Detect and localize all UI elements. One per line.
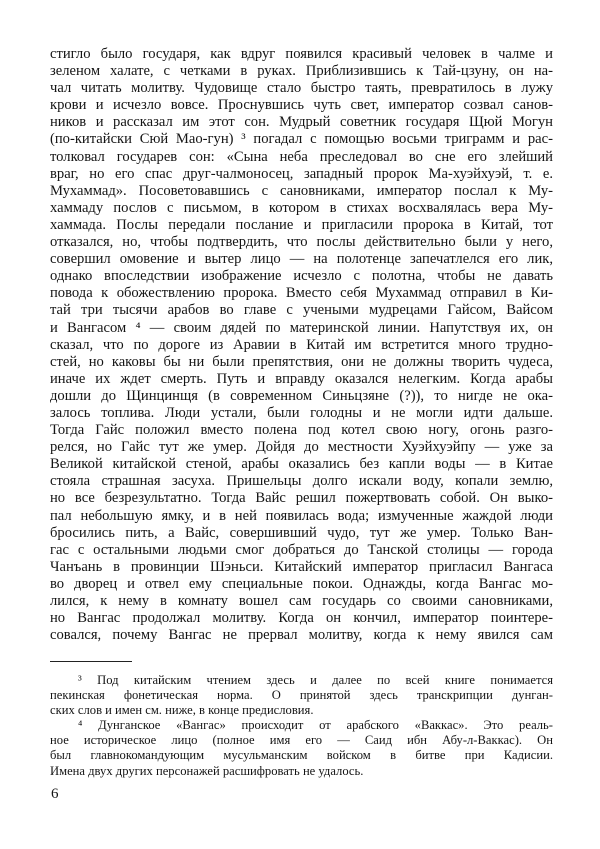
- text-line: бросились пить, а Вайс, совершивший чудо, тут же умер. Только Ван-: [50, 524, 553, 541]
- footnote-line: пекинская фонетическая норма. О принятой здесь транскрипции дунган-: [50, 688, 553, 703]
- text-line: зеленом халате, с четками в руках. Приблизившись к Тай-цзуну, он на-: [50, 63, 553, 80]
- text-line: совался, почему Вангас не прервал молитву, когда к нему явился сам: [50, 627, 553, 644]
- text-line: враг, но его спас друг-чалмоносец, западный пророк Ма-хуэйхуэй, т. е.: [50, 165, 553, 182]
- text-line: хаммаду послов с письмом, в котором в стихах восхвалялась вера Му-: [50, 199, 553, 216]
- text-line: релся, но Гайс тут же умер. Дойдя до местности Хуэйхуэйпу — уже за: [50, 439, 553, 456]
- text-line: ников и рассказал им этот сон. Мудрый советник государя Щюй Могун: [50, 114, 553, 131]
- footnote-line: ное историческое лицо (полное имя его — Саид ибн Абу-л-Ваккас). Он: [50, 733, 553, 748]
- text-line: во дворец и отвел ему специальные покои. Однажды, когда Вангас мо-: [50, 575, 553, 592]
- text-line: повода к обожествлению пророка. Вместо себя Мухаммад отправил в Ки-: [50, 285, 553, 302]
- text-line: чал читать молитву. Чудовище стало быстро таять, превратилось в лужу: [50, 80, 553, 97]
- text-line: (по-китайски Сюй Мао-гун) ³ погадал с помощью восьми триграмм и рас-: [50, 131, 553, 148]
- footnote-line: Имена двух других персонажей расшифровать не удалось.: [50, 763, 364, 778]
- text-line: пал небольшую ямку, и в ней появилась вода; измученные жаждой люди: [50, 507, 553, 524]
- text-line: гас с остальными людьми смог добраться до Танской столицы — города: [50, 541, 553, 558]
- text-line: тай три тысячи арабов во главе с учеными мудрецами Гайсом, Вайсом: [50, 302, 553, 319]
- text-line: крови и исчезло вовсе. Проснувшись чуть свет, император созвал санов-: [50, 97, 553, 114]
- text-line: хаммада. Послы передали послание и пригласили пророка в Китай, тот: [50, 216, 553, 233]
- footnote-line: ских слов и имен см. ниже, в конце предисловия.: [50, 703, 314, 718]
- text-line: и Вангасом ⁴ — своим дядей по материнской линии. Напутствуя их, он: [50, 319, 553, 336]
- text-line: толковал государев сон: «Сына неба преследовал во сне его злейший: [50, 148, 553, 165]
- text-line: стигло было государя, как вдруг появился красивый человек в чалме и: [50, 46, 553, 62]
- text-line: Великой китайской стеной, арабы оказались без капли воды — в Китае: [50, 456, 553, 473]
- text-line: совершил омовение и вытер лицо — на полотенце запечатлелся его лик,: [50, 251, 553, 268]
- footnote-line: ³ Под китайским чтением здесь и далее по всей книге понимается: [78, 673, 553, 687]
- main-text: [50, 46, 553, 644]
- footnote-line: ⁴ Дунганское «Вангас» происходит от арабского «Ваккас». Это реаль-: [78, 718, 553, 733]
- text-line: дошли до Щинцинщя (в современном Синьцзяне (?)), то нигде не ока-: [50, 387, 553, 404]
- text-line: стей, но каковы бы ни были препятствия, они не должны творить чудеса,: [50, 353, 553, 370]
- text-line: Мухаммад». Посоветовавшись с сановниками, император послал к Му-: [50, 182, 553, 199]
- text-line: стояла страшная засуха. Пришельцы долго искали воду, копали землю,: [50, 473, 553, 490]
- footnote-line: был главнокомандующим мусульманским войском в битве при Кадисии.: [50, 748, 553, 763]
- text-line: залось топлива. Люди устали, были голодны и не могли идти дальше.: [50, 404, 553, 421]
- text-line: однако впоследствии изображение исчезло с полотна, чтобы не давать: [50, 268, 553, 285]
- footnotes: [50, 673, 553, 779]
- text-line: но Вангас продолжал молитву. Когда он кончил, император поинтере-: [50, 610, 553, 627]
- text-line: лился, к нему в комнату вошел сам государь со своими сановниками,: [50, 593, 553, 609]
- text-line: сказал, что по дороге из Аравии в Китай им встретится много трудно-: [50, 336, 553, 353]
- text-line: Тогда Гайс положил вместо полена под котел свою ногу, огонь разго-: [50, 422, 553, 439]
- footnote: [50, 718, 553, 778]
- text-line: но все безрезультатно. Тогда Вайс решил пожертвовать собой. Он выко-: [50, 490, 553, 507]
- footnote: [50, 673, 553, 718]
- footnote-separator: [50, 661, 132, 662]
- text-line: Чанъань в провинции Шэньси. Китайский император пригласил Вангаса: [50, 558, 553, 575]
- text-line: отказался, но, чтобы подтвердить, что послы действительно были у него,: [50, 234, 553, 251]
- page-number: 6: [51, 786, 59, 802]
- text-line: иначе их ждет смерть. Путь и вправду оказался нелегким. Когда арабы: [50, 370, 553, 387]
